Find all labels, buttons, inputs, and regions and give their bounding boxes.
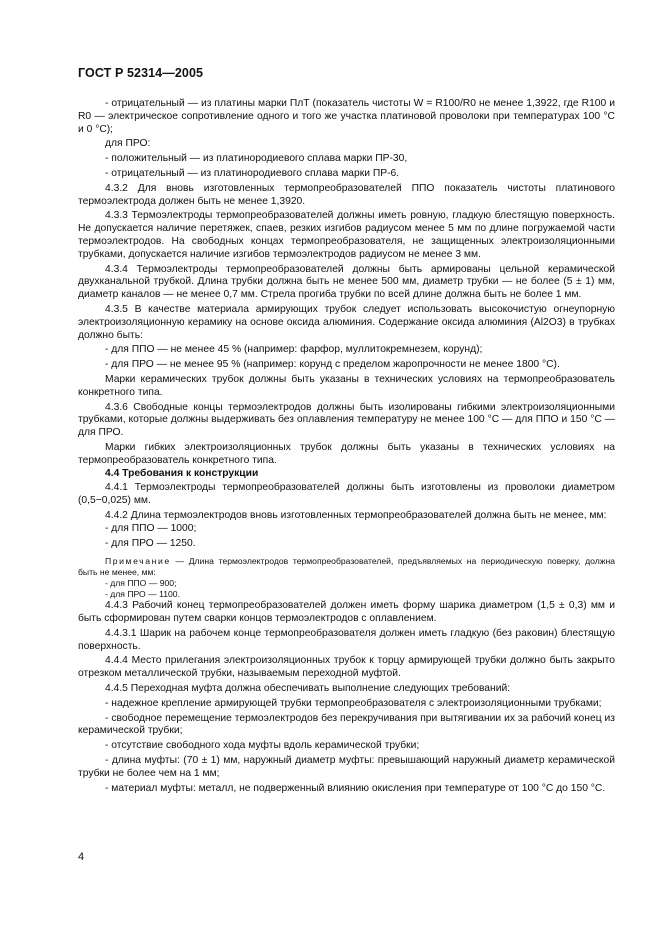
clause-4-3-5: 4.3.5 В качестве материала армирующих трубок следует использовать высокочистую огнеупорную электроизоляционную керамику на основе оксида алюминия. Содержание оксида алюминия (Al2O3) в трубках должно быть: [78, 303, 615, 341]
list-item-pro-1250: - для ПРО — 1250. [105, 537, 196, 549]
paragraph-negative-electrode-pplt: - отрицательный — из платины марки ПлТ (показатель чистоты W = R100/R0 не менее 1,3922, где R100 и R0 — электрическое сопротивление одного и того же участка платиновой проволоки при температурах 100 °C и 0 °C); [78, 98, 615, 135]
list-item-positive-pr30: - положительный — из платинородиевого сплава марки ПР-30, [105, 153, 408, 165]
clause-4-4-3-1: 4.4.3.1 Шарик на рабочем конце термопреобразователя должен иметь гладкую (без раковин) блестящую поверхность. [78, 627, 615, 652]
section-heading-4-4: 4.4 Требования к конструкции [105, 467, 259, 479]
document-body [78, 98, 615, 795]
note-text: — Длина термоэлектродов термопреобразователей, предъявляемых на периодическую поверку, должна быть не менее, мм: [78, 556, 615, 578]
note-item-ppo-900: - для ППО — 900; [105, 578, 177, 589]
list-item-coupling-length: - длина муфты: (70 ± 1) мм, наружный диаметр муфты: превышающий наружный диаметр керамической трубки не более чем на 1 мм; [78, 755, 615, 779]
list-item-reliable-fastening: - надежное крепление армирующей трубки термопреобразователя с электроизоляционными трубками; [105, 697, 602, 709]
list-item-free-movement: - свободное перемещение термоэлектродов без перекручивания при вытягивании их за рабочий конец из керамической трубки; [78, 712, 615, 737]
paragraph-for-pro: для ПРО: [105, 138, 151, 150]
note-paragraph [78, 556, 615, 578]
list-item-negative-pr6: - отрицательный — из платинородиевого сплава марки ПР-6. [105, 167, 400, 179]
clause-4-4-3: 4.4.3 Рабочий конец термопреобразователей должен иметь форму шарика диаметром (1,5 ± 0,3) мм и быть сформирован путем сварки концов термоэлектродов с оплавлением. [78, 600, 615, 625]
clause-4-3-6: 4.3.6 Свободные концы термоэлектродов должны быть изолированы гибкими электроизоляционными трубками, которые должны выдерживать без оплавления температуру не менее 100 °C — для ППО и 150 °C — для ПРО. [78, 401, 615, 439]
list-item-coupling-material: - материал муфты: металл, не подверженный влиянию окисления при температуре от 100 °C до 150 °C. [105, 782, 606, 794]
clause-4-3-4: 4.3.4 Термоэлектроды термопреобразователей должны быть армированы цельной керамической двухканальной трубкой. Длина трубки должна быть не менее 500 мм, диаметр трубки — не более (5 ± 1) мм, диаметр каналов — не менее 0,7 мм. Стрела прогиба трубки по всей длине должна быть не более 1 мм. [78, 263, 615, 301]
page-header-standard-number: ГОСТ Р 52314—2005 [78, 66, 204, 80]
clause-4-4-1: 4.4.1 Термоэлектроды термопреобразователей должны быть изготовлены из проволоки диаметром (0,5−0,025) мм. [78, 482, 615, 507]
note-label: Примечание [105, 556, 171, 567]
note-block [78, 556, 615, 600]
list-item-no-free-play: - отсутствие свободного хода муфты вдоль керамической трубки; [105, 740, 420, 752]
note-item-pro-1100: - для ПРО — 1100. [105, 589, 180, 600]
clause-4-4-5: 4.4.5 Переходная муфта должна обеспечивать выполнение следующих требований: [105, 683, 511, 695]
clause-4-4-4: 4.4.4 Место прилегания электроизоляционных трубок к торцу армирующей трубки должно быть закрыто отрезком металлической трубки, называемым переходной муфтой. [78, 655, 615, 680]
clause-4-4-2: 4.4.2 Длина термоэлектродов вновь изготовленных термопреобразователей должна быть не менее, мм: [105, 509, 607, 521]
list-item-ppo-1000: - для ППО — 1000; [105, 522, 197, 534]
paragraph-flexible-tube-grades: Марки гибких электроизоляционных трубок должны быть указаны в технических условиях на термопреобразователь конкретного типа. [78, 441, 615, 466]
clause-4-3-2: 4.3.2 Для вновь изготовленных термопреобразователей ППО показатель чистоты платинового термоэлектрода должен быть не менее 1,3920. [78, 182, 615, 207]
list-item-ppo-45: - для ППО — не менее 45 % (например: фарфор, муллитокремнезем, корунд); [105, 344, 483, 356]
list-item-pro-95: - для ПРО — не менее 95 % (например: корунд с пределом жаропрочности не менее 1800 °C). [105, 359, 560, 371]
paragraph-ceramic-tube-grades: Марки керамических трубок должны быть указаны в технических условиях на термопреобразователь конкретного типа. [78, 373, 615, 398]
page-number: 4 [78, 851, 85, 863]
clause-4-3-3: 4.3.3 Термоэлектроды термопреобразователей должны иметь ровную, гладкую блестящую поверхность. Не допускается наличие перетяжек, спаев, резких изгибов радиусом менее 5 мм по длине погружаемой части термоэлектродов. На свободных концах термопреобразователя, не защищенных электроизоляционными трубками, допускается наличие изгибов термоэлектродов радиусом не менее 3 мм. [78, 210, 615, 260]
